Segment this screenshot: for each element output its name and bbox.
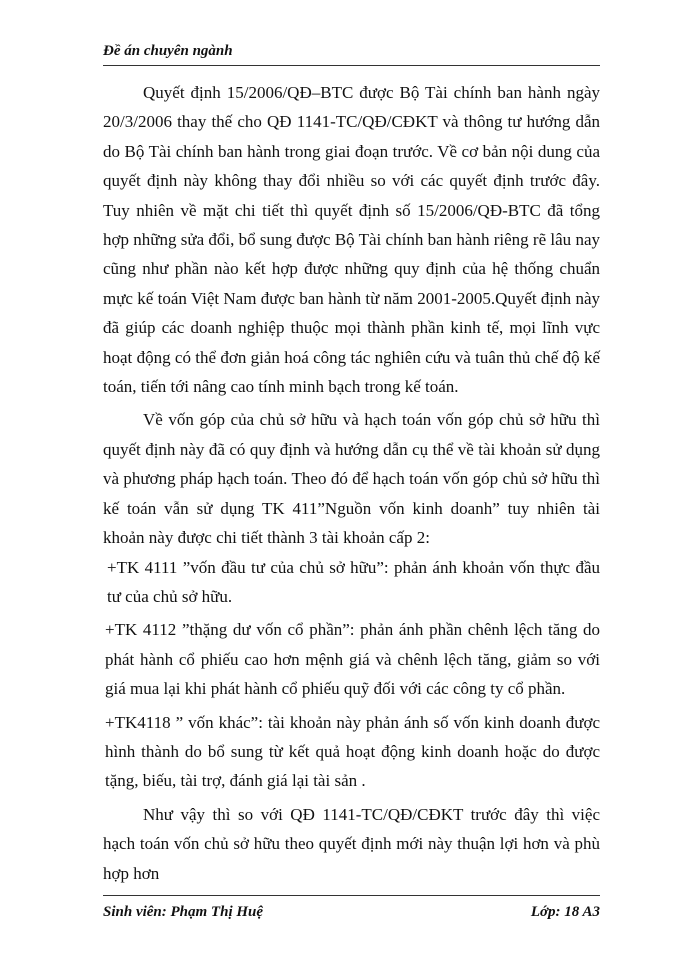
class-label: Lớp: 18 A3 bbox=[530, 904, 600, 920]
account-item-4112: +TK 4112 ”thặng dư vốn cổ phần”: phản ánh phần chênh lệch tăng do phát hành cổ phiếu cao hơn mệnh giá và chênh lệch tăng, giảm so với giá mua lại khi phát hành cổ phiếu quỹ đối với các công ty cổ phần. bbox=[105, 620, 600, 699]
document-body bbox=[103, 78, 600, 888]
header-divider bbox=[103, 65, 600, 66]
page-header bbox=[103, 40, 600, 66]
student-name: Sinh viên: Phạm Thị Huệ bbox=[103, 904, 264, 920]
page-footer bbox=[103, 895, 600, 925]
header-title: Đề án chuyên ngành bbox=[103, 43, 233, 59]
footer-divider bbox=[103, 895, 600, 896]
account-item-4118: +TK4118 ” vốn khác”: tài khoản này phản ánh số vốn kinh doanh được hình thành do bổ sung từ kết quả hoạt động kinh doanh hoặc do được tặng, biếu, tài trợ, đánh giá lại tài sản . bbox=[105, 712, 600, 791]
account-item-4111: +TK 4111 ”vốn đầu tư của chủ sở hữu”: phản ánh khoản vốn thực đầu tư của chủ sở hữu. bbox=[107, 557, 600, 606]
paragraph-capital-accounting: Về vốn góp của chủ sở hữu và hạch toán vốn góp chủ sở hữu thì quyết định này đã có quy định và hướng dẫn cụ thể về tài khoản sử dụng và phương pháp hạch toán. Theo đó để hạch toán vốn góp chủ sở hữu thì kế toán vẫn sử dụng TK 411”Nguồn vốn kinh doanh” tuy nhiên tài khoản này được chi tiết thành 3 tài khoản cấp 2: bbox=[103, 410, 600, 548]
paragraph-conclusion: Như vậy thì so với QĐ 1141-TC/QĐ/CĐKT trước đây thì việc hạch toán vốn chủ sở hữu theo quyết định mới này thuận lợi hơn và phù hợp hơn bbox=[103, 804, 600, 883]
paragraph-decision-intro: Quyết định 15/2006/QĐ–BTC được Bộ Tài chính ban hành ngày 20/3/2006 thay thế cho QĐ 1141-TC/QĐ/CĐKT và thông tư hướng dẫn do Bộ Tài chính ban hành trong giai đoạn trước. Về cơ bản nội dung của quyết định này không thay đổi nhiều so với các quyết định trước đây. Tuy nhiên về mặt chi tiết thì quyết định số 15/2006/QĐ-BTC đã tổng hợp những sửa đổi, bổ sung được Bộ Tài chính ban hành riêng rẽ lâu nay cũng như phần nào kết hợp được những quy định của hệ thống chuẩn mực kế toán Việt Nam được ban hành từ năm 2001-2005.Quyết định này đã giúp các doanh nghiệp thuộc mọi thành phần kinh tế, mọi lĩnh vực hoạt động có thể đơn giản hoá công tác nghiên cứu và tuân thủ chế độ kế toán, tiến tới nâng cao tính minh bạch trong kế toán. bbox=[103, 83, 600, 397]
